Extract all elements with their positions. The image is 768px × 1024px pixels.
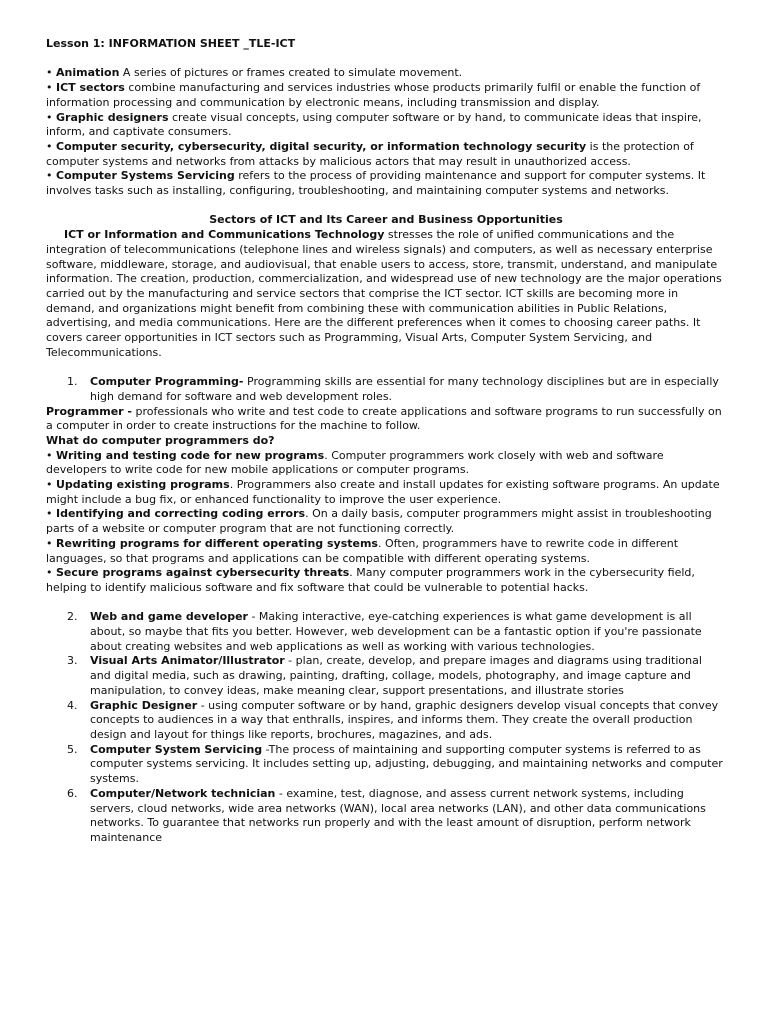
definition-item [46,66,726,81]
definition-term: Computer Systems Servicing [56,169,235,183]
section-heading: Sectors of ICT and Its Career and Business Opportunities [209,213,563,227]
item-number: 5. [67,742,78,756]
tasks-list [46,449,726,596]
task-item [46,566,726,595]
programmer-definition [46,405,726,434]
item-number: 4. [67,698,78,712]
definition-term: ICT sectors [56,81,125,95]
question-heading: What do computer programmers do? [46,433,275,447]
task-text: . Programmers also create and install updates for existing software programs. An update might include a bug fix, or enhanced functionality to improve the user experience. [46,478,720,506]
document-page [46,37,726,846]
item-number: 2. [67,610,78,624]
task-text: . Computer programmers work closely with web and software developers to write code for new mobile applications or computer programs. [46,448,664,477]
task-term: Updating existing programs [56,478,230,492]
career-text: - examine, test, diagnose, and assess current network systems, including servers, cloud networks, wide area networks (WAN), local area networks (LAN), and other data communications networks. To guarantee that networks run properly and with the least amount of disruption, perform network maintenance [90,786,706,844]
career-text: -The process of maintaining and supporting computer systems is referred to as computer systems servicing. It includes setting up, adjusting, debugging, and maintaining networks and computer systems. [90,742,723,786]
task-text: . Often, programmers have to rewrite code in different languages, so that programs and applications can be compatible with different operating systems. [46,536,679,565]
definition-text: A series of pictures or frames created to simulate movement. [119,66,463,80]
task-term: Identifying and correcting coding errors [56,507,306,521]
career-term: Web and game developer [90,610,248,624]
career-item [46,787,726,846]
programmer-text: professionals who write and test code to create applications and software programs to run successfully on a computer in order to create instructions for the machine to follow. [46,404,722,433]
task-term: Writing and testing code for new programs [56,448,325,462]
intro-text: stresses the role of unified communications and the integration of telecommunications (telephone lines and wireless signals) and computers, as well as necessary enterprise software, middleware, storage, and audiovisual, that enable users to access, store, transmit, understand, and manipulate information. The creation, production, commercialization, and widespread use of new technology are the major operations carried out by the manufacturing and service sectors that comprise the ICT sector. ICT skills are becoming more in demand, and organizations might benefit from combining these with communication abilities in Public Relations, advertising, and media communications. Here are the different preferences when it comes to choosing career paths. It covers career opportunities in ICT sectors such as Programming, Visual Arts, Computer System Servicing, and Telecommunications. [46,228,722,359]
definition-item [46,81,726,110]
career-item [46,743,726,787]
bullet: • [46,139,53,153]
task-item [46,478,726,507]
bullet: • [46,507,53,521]
page-title: Lesson 1: INFORMATION SHEET _TLE-ICT [46,37,296,50]
item-number: 6. [67,786,78,800]
bullet: • [46,81,53,95]
career-item [46,654,726,698]
definition-text: is the protection of computer systems and networks from attacks by malicious actors that may result in unauthorized access. [46,139,694,168]
career-term: Computer Programming- [90,375,244,389]
definition-term: Computer security, cybersecurity, digital security, or information technology security [56,139,587,153]
career-text: - using computer software or by hand, graphic designers develop visual concepts that convey concepts to audiences in a way that enthralls, inspires, and informs them. They create the overall production design and layout for things like reports, brochures, magazines, and ads. [90,698,719,741]
item-number: 3. [67,654,78,668]
task-item [46,449,726,478]
definition-term: Animation [56,66,120,80]
definition-item [46,169,726,198]
career-term: Computer/Network technician [90,786,276,800]
intro-paragraph [46,228,726,360]
bullet: • [46,478,53,492]
bullet: • [46,110,53,124]
task-item [46,537,726,566]
definition-text: create visual concepts, using computer software or by hand, to communicate ideas that inspire, inform, and captivate consumers. [46,110,702,139]
task-item [46,507,726,536]
career-text: - Making interactive, eye-catching experiences is what game development is all about, so maybe that fits you better. However, web development can be a fantastic option if you're passionate about creating websites and web applications as well as working with various technologies. [90,610,702,653]
career-item [46,375,726,404]
definitions-list [46,66,726,198]
career-list-first [46,375,726,404]
programmer-term: Programmer - [46,404,132,418]
career-term: Visual Arts Animator/Illustrator [90,654,285,668]
bullet: • [46,66,53,80]
career-item [46,699,726,743]
bullet: • [46,169,53,183]
item-number: 1. [67,375,78,389]
bullet: • [46,566,53,580]
bullet: • [46,448,53,462]
career-text: - plan, create, develop, and prepare images and diagrams using traditional and digital media, such as drawing, painting, drafting, collage, models, photography, and image capture and manipulation, to convey ideas, make meaning clear, support presentations, and illustrate stories [90,654,702,697]
task-text: . On a daily basis, computer programmers might assist in troubleshooting parts of a website or computer program that are not functioning correctly. [46,507,712,536]
career-item [46,610,726,654]
career-text: Programming skills are essential for many technology disciplines but are in especially high demand for software and web development roles. [90,375,719,403]
definition-term: Graphic designers [56,110,169,124]
task-term: Secure programs against cybersecurity threats [56,566,350,580]
task-text: . Many computer programmers work in the cybersecurity field, helping to identify malicious software and fix software that could be vulnerable to potential hacks. [46,566,695,594]
task-term: Rewriting programs for different operating systems [56,536,378,550]
definition-item [46,111,726,140]
bullet: • [46,536,53,550]
career-list-rest [46,610,726,845]
definition-text: refers to the process of providing maintenance and support for computer systems. It involves tasks such as installing, configuring, troubleshooting, and maintaining computer systems and networks. [46,169,706,198]
definition-text: combine manufacturing and services industries whose products primarily fulfil or enable the function of information processing and communication by electronic means, including transmission and display. [46,81,701,109]
career-term: Computer System Servicing [90,742,263,756]
definition-item [46,140,726,169]
career-term: Graphic Designer [90,698,198,712]
intro-term: ICT or Information and Communications Technology [64,228,385,242]
